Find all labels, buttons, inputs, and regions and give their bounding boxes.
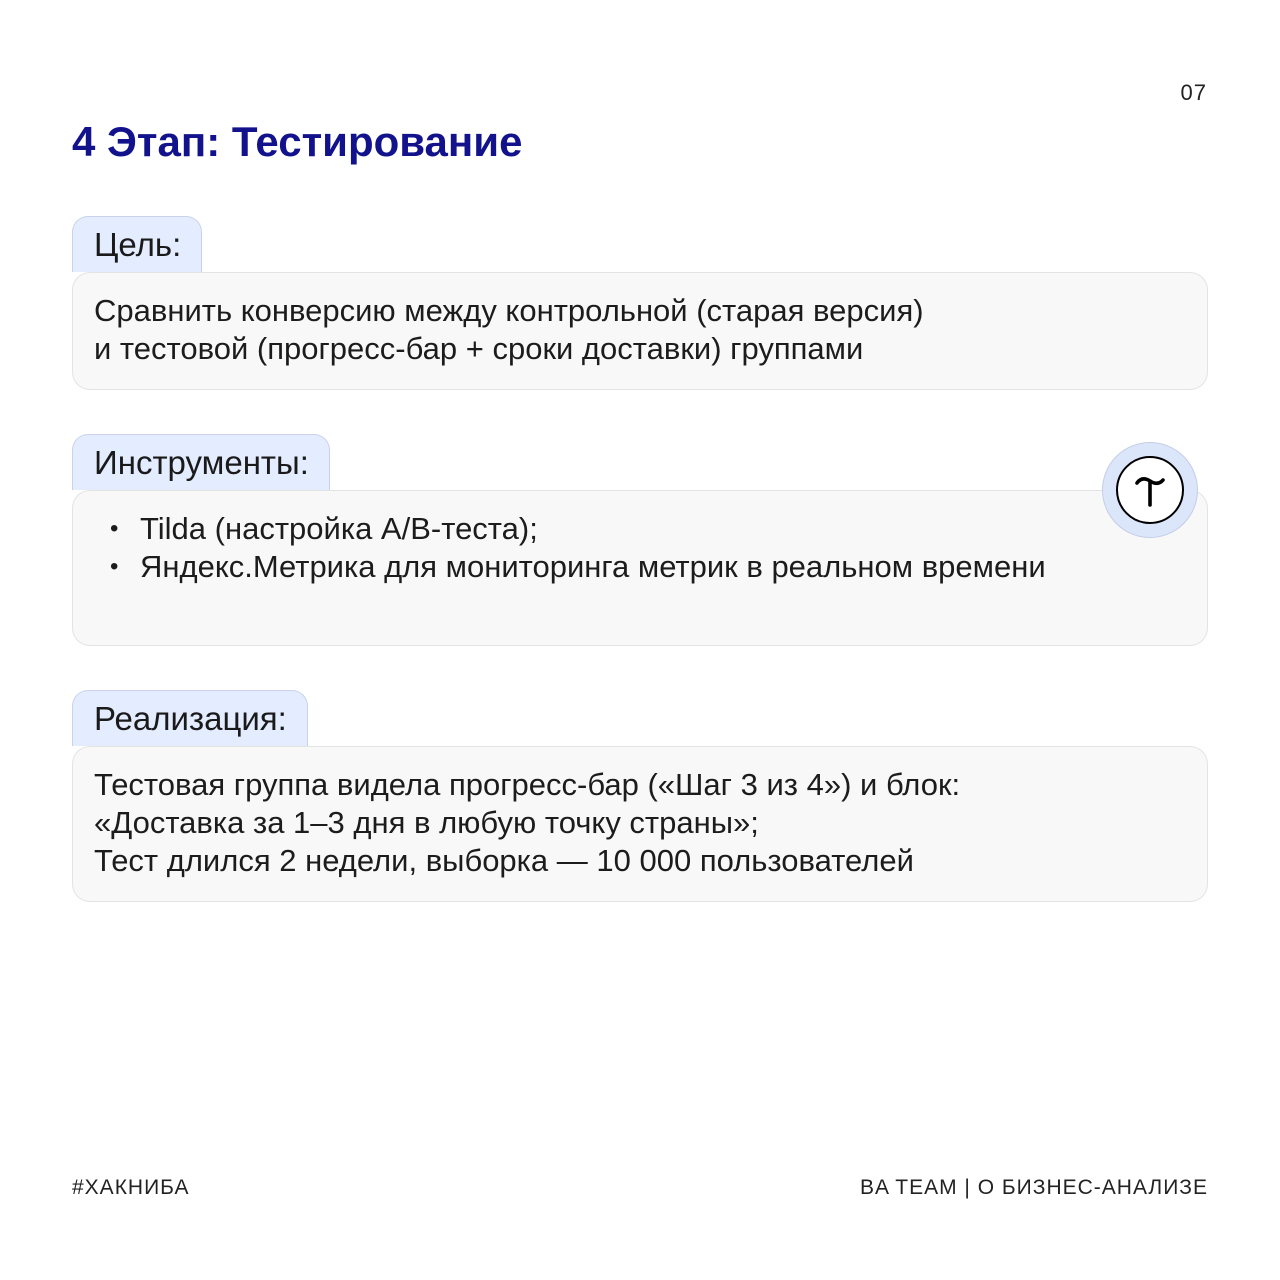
goal-tab: Цель: [72, 216, 202, 272]
tools-list [94, 510, 1067, 586]
page-number: 07 [1180, 80, 1207, 105]
tilda-badge [1102, 442, 1198, 538]
tilda-logo-icon [1116, 456, 1184, 524]
footer-hashtag: #ХАКНИБА [72, 1176, 190, 1199]
tools-card [72, 490, 1208, 646]
goal-section [72, 216, 1208, 390]
list-item: • Яндекс.Метрика для мониторинга метрик в реальном времени [94, 548, 1067, 586]
tools-section [72, 434, 1208, 646]
goal-text-line: и тестовой (прогресс-бар + сроки доставки) группами [94, 331, 864, 366]
implementation-text-line: «Доставка за 1–3 дня в любую точку страны»; [94, 805, 759, 840]
implementation-card [72, 746, 1208, 902]
goal-text-line: Сравнить конверсию между контрольной (старая версия) [94, 293, 924, 328]
implementation-text-line: Тестовая группа видела прогресс-бар («Шаг 3 из 4») и блок: [94, 767, 961, 802]
implementation-tab: Реализация: [72, 690, 308, 746]
list-item: • Tilda (настройка А/В-теста); [94, 510, 1067, 548]
tools-tab: Инструменты: [72, 434, 330, 490]
implementation-text-line: Тест длился 2 недели, выборка — 10 000 пользователей [94, 843, 914, 878]
goal-card [72, 272, 1208, 390]
page-title: 4 Этап: Тестирование [72, 118, 523, 165]
footer-brand: BA TEAM | О БИЗНЕС-АНАЛИЗЕ [859, 1176, 1208, 1199]
implementation-section [72, 690, 1208, 902]
